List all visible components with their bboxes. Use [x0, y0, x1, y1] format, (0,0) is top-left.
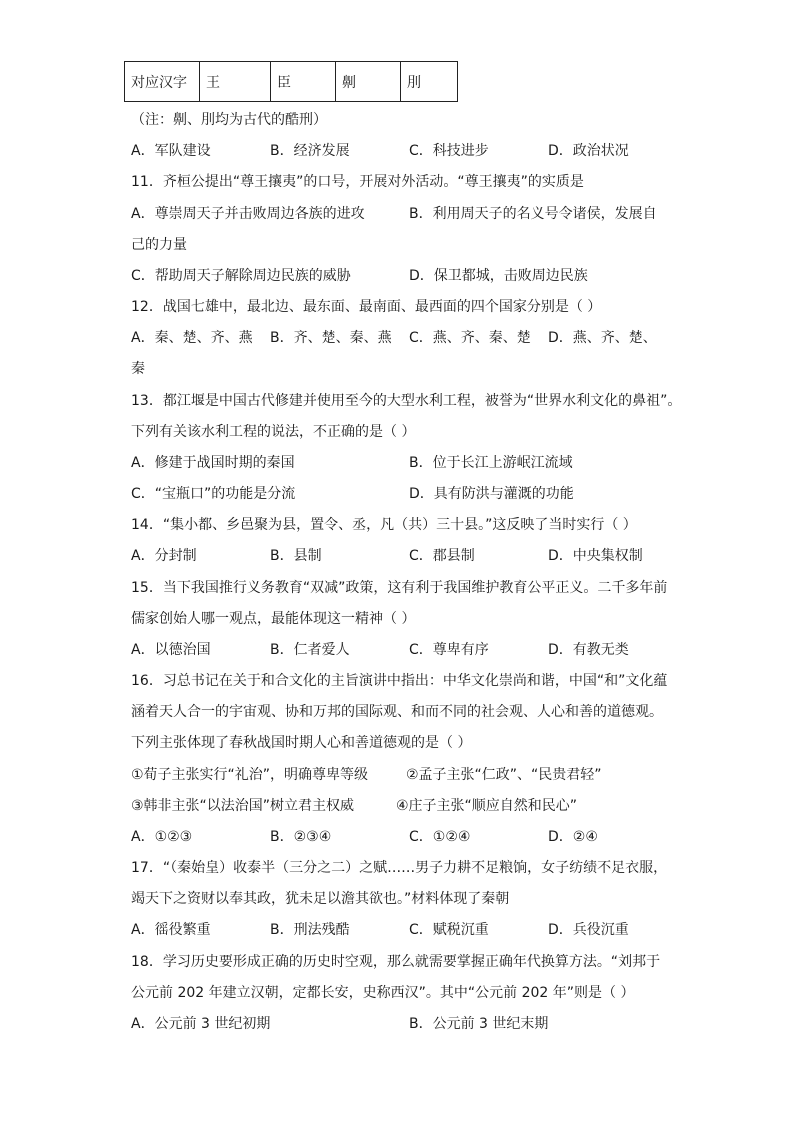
q11-stem: 11．齐桓公提出“尊王攘夷”的口号，开展对外活动。“尊王攘夷”的实质是 — [131, 174, 584, 190]
q16-stem-line3: 下列主张体现了春秋战国时期人心和善道德观的是（ ） — [131, 735, 472, 751]
table-cell-header: 对应汉字 — [125, 62, 200, 102]
q18-stem-line2: 公元前 202 年建立汉朝，定都长安，史称西汉”。其中“公元前 202 年”则是（ ） — [131, 985, 635, 1001]
q11-option-a: A．尊崇周天子并击败周边各族的进攻 — [131, 206, 365, 222]
q16-option-b: B．②③④ — [270, 829, 332, 845]
q12-option-d-continued: 秦 — [131, 361, 145, 377]
q16-stem-line1: 16．习总书记在关于和合文化的主旨演讲中指出：中华文化崇尚和谐，中国“和”文化蕴 — [131, 673, 668, 689]
q16-option-a: A．①②③ — [131, 829, 193, 845]
q16-option-c: C．①②④ — [409, 829, 471, 845]
q14-stem: 14．“集小都、乡邑聚为县，置令、丞，凡（共）三十县。”这反映了当时实行（ ） — [131, 517, 637, 533]
q16-statement-4: ④庄子主张“顺应自然和民心” — [396, 798, 578, 814]
q12-option-a: A．秦、楚、齐、燕 — [131, 330, 253, 346]
q12-option-b: B．齐、楚、秦、燕 — [270, 330, 392, 346]
q11-option-b: B．利用周天子的名义号令诸侯，发展自 — [409, 206, 657, 222]
q18-option-a: A．公元前 3 世纪初期 — [131, 1016, 271, 1032]
q12-stem: 12．战国七雄中，最北边、最东面、最南面、最西面的四个国家分别是（ ） — [131, 299, 602, 315]
q10-option-a: A．军队建设 — [131, 143, 211, 159]
q18-stem-line1: 18．学习历史要形成正确的历史时空观，那么就需要掌握正确年代换算方法。“刘邦于 — [131, 954, 661, 970]
q16-statement-1: ①荀子主张实行“礼治”，明确尊卑等级 — [131, 767, 369, 783]
q16-statement-2: ②孟子主张“仁政”、“民贵君轻” — [406, 767, 602, 783]
q17-stem-line1: 17．“（秦始皇）收泰半（三分之二）之赋……男子力耕不足粮饷，女子纺绩不足衣服， — [131, 860, 668, 876]
q13-option-c: C．“宝瓶口”的功能是分流 — [131, 486, 296, 502]
q15-stem-line2: 儒家创始人哪一观点，最能体现这一精神（ ） — [131, 611, 416, 627]
q13-option-d: D．具有防洪与灌溉的功能 — [409, 486, 574, 502]
q10-option-c: C．科技进步 — [409, 143, 489, 159]
q12-option-d: D．燕、齐、楚、 — [548, 330, 657, 346]
q11-option-b-continued: 己的力量 — [131, 237, 187, 253]
q14-option-d: D．中央集权制 — [548, 548, 643, 564]
table-cell: 臣 — [271, 62, 336, 102]
q13-stem-line2: 下列有关该水利工程的说法，不正确的是（ ） — [131, 424, 416, 440]
q17-option-c: C．赋税沉重 — [409, 922, 489, 938]
q16-option-d: D．②④ — [548, 829, 598, 845]
table-row — [125, 62, 458, 102]
q17-stem-line2: 竭天下之资财以奉其政，犹未足以澹其欲也。”材料体现了秦朝 — [131, 891, 510, 907]
q15-option-c: C．尊卑有序 — [409, 642, 489, 658]
table-note: （注：劓、刖均为古代的酷刑） — [131, 112, 327, 128]
table-cell: 王 — [200, 62, 271, 102]
q15-option-a: A．以德治国 — [131, 642, 211, 658]
q18-option-b: B．公元前 3 世纪末期 — [409, 1016, 549, 1032]
q16-statement-3: ③韩非主张“以法治国”树立君主权威 — [131, 798, 355, 814]
q13-option-a: A．修建于战国时期的秦国 — [131, 455, 295, 471]
table-cell: 刖 — [401, 62, 458, 102]
q13-stem-line1: 13．都江堰是中国古代修建并使用至今的大型水利工程，被誉为“世界水利文化的鼻祖”。 — [131, 393, 682, 409]
q12-option-c: C．燕、齐、秦、楚 — [409, 330, 531, 346]
q11-option-d: D．保卫都城，击败周边民族 — [409, 268, 588, 284]
q13-option-b: B．位于长江上游岷江流域 — [409, 455, 573, 471]
q10-option-b: B．经济发展 — [270, 143, 350, 159]
q14-option-b: B．县制 — [270, 548, 322, 564]
q10-option-d: D．政治状况 — [548, 143, 629, 159]
q17-option-d: D．兵役沉重 — [548, 922, 629, 938]
q17-option-a: A．徭役繁重 — [131, 922, 211, 938]
q15-option-d: D．有教无类 — [548, 642, 629, 658]
character-table — [124, 61, 458, 102]
q17-option-b: B．刑法残酷 — [270, 922, 350, 938]
q11-option-c: C．帮助周天子解除周边民族的威胁 — [131, 268, 351, 284]
q14-option-a: A．分封制 — [131, 548, 197, 564]
table-cell: 劓 — [336, 62, 401, 102]
q15-stem-line1: 15．当下我国推行义务教育“双减”政策，这有利于我国维护教育公平正义。二千多年前 — [131, 580, 668, 596]
q16-stem-line2: 涵着天人合一的宇宙观、协和万邦的国际观、和而不同的社会观、人心和善的道德观。 — [131, 704, 663, 720]
q15-option-b: B．仁者爱人 — [270, 642, 350, 658]
q14-option-c: C．郡县制 — [409, 548, 475, 564]
